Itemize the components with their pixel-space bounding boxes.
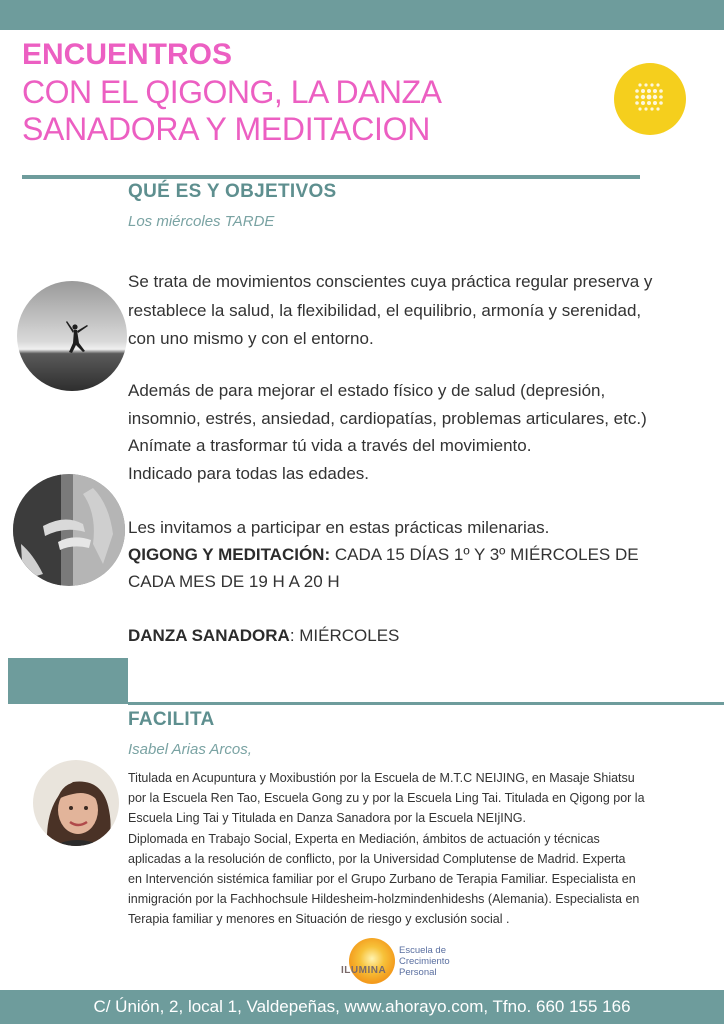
title-line-3: SANADORA Y MEDITACION	[22, 111, 431, 147]
facilitator-name: Isabel Arias Arcos,	[128, 741, 252, 758]
bio-line: Escuela Ling Tai y Titulada en Danza Sanadora por la Escuela NEIjING.	[128, 811, 526, 825]
bio-line: Diplomada en Trabajo Social, Experta en Mediación, ámbitos de actuación y técnicas	[128, 832, 600, 846]
divider	[128, 702, 724, 705]
title-line-2: CON EL QIGONG, LA DANZA	[22, 74, 442, 110]
qigong-hands-photo	[13, 474, 125, 586]
qigong-label: QIGONG Y MEDITACIÓN:	[128, 545, 331, 564]
text-line: Además de para mejorar el estado físico y de salud (depresión,	[128, 381, 606, 400]
logo-tagline-line: Escuela de	[399, 945, 447, 956]
schedule-line	[128, 546, 639, 563]
text-line: Indicado para todas las edades.	[128, 464, 370, 483]
bio-line: Titulada en Acupuntura y Moxibustión por la Escuela de M.T.C NEIJING, en Masaje Shiatsu	[128, 771, 635, 785]
top-bar	[0, 0, 724, 30]
sun-dots-icon	[614, 63, 686, 135]
bio-line: inmigración por la Fachhochsule Hildesheim-holzmindenhideshs (Alemania). Especialista en	[128, 892, 640, 906]
title-line-1: ENCUENTROS	[22, 38, 233, 71]
ilumina-logo-icon	[349, 938, 395, 984]
bio-line: en Intervención sistémica familiar por el Grupo Zurbano de Terapia Familiar. Especialista en	[128, 872, 636, 886]
logo-tagline-line: Personal	[399, 967, 437, 978]
section-heading-que-es: QUÉ ES Y OBJETIVOS	[128, 181, 337, 202]
description-paragraph-1	[128, 273, 720, 353]
bio-line: Terapia familiar y menores en Situación de riesgo y exclusión social .	[128, 912, 510, 926]
footer-contact: C/ Únión, 2, local 1, Valdepeñas, www.ahorayo.com, Tfno. 660 155 166	[0, 990, 724, 1024]
divider	[22, 175, 640, 179]
section-subheading-miercoles: Los miércoles TARDE	[128, 213, 275, 230]
logo-tagline-line: Crecimiento	[399, 956, 450, 967]
danza-label: DANZA SANADORA	[128, 626, 290, 645]
description-paragraph-2	[128, 382, 720, 492]
yoga-silhouette-photo	[17, 281, 127, 391]
text-line: Se trata de movimientos conscientes cuya práctica regular preserva y	[128, 272, 653, 291]
text-line: Les invitamos a participar en estas prácticas milenarias.	[128, 518, 550, 537]
bio-line: por la Escuela Ren Tao, Escuela Gong zu y por la Escuela Ling Tai. Titulada en Qigong por la	[128, 791, 645, 805]
facilitator-portrait	[33, 760, 119, 846]
qigong-text: CADA 15 DÍAS 1º Y 3º MIÉRCOLES DE	[330, 545, 639, 564]
section-accent-block	[8, 658, 128, 704]
facilitator-bio	[128, 771, 720, 931]
logo-tagline	[399, 945, 450, 978]
danza-text: : MIÉRCOLES	[289, 626, 400, 645]
text-line: Anímate a trasformar tú vida a través del movimiento.	[128, 436, 532, 455]
text-line: restablece la salud, la flexibilidad, el equilibrio, armonía y serenidad,	[128, 301, 642, 320]
text-line: insomnio, estrés, ansiedad, cardiopatías, problemas articulares, etc.)	[128, 409, 647, 428]
bio-line: aplicadas a la resolución de conflicto, por la Universidad Complutense de Madrid. Experta	[128, 852, 626, 866]
section-heading-facilita: FACILITA	[128, 709, 215, 730]
schedule-line	[128, 627, 399, 644]
logo-wordmark: ILUMINA	[341, 965, 387, 976]
text-line: CADA MES DE 19 H A 20 H	[128, 572, 340, 591]
text-line: con uno mismo y con el entorno.	[128, 329, 374, 348]
